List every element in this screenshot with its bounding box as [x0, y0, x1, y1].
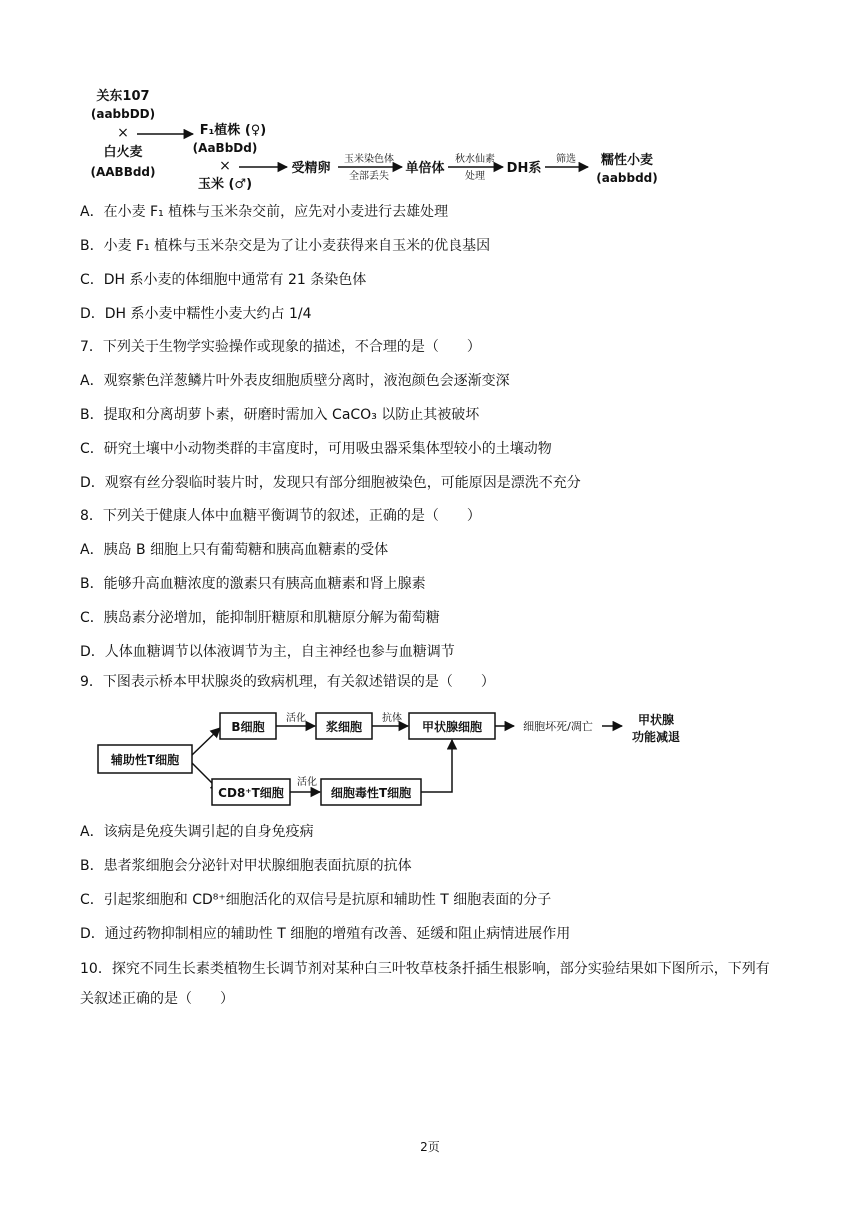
f1-name: F₁植株 (♀)	[199, 123, 267, 138]
q9-option-b: B．患者浆细胞会分泌针对甲状腺细胞表面抗原的抗体	[80, 858, 412, 874]
corn-label: 玉米 (♂)	[197, 177, 253, 192]
q8-option-d: D．人体血糖调节以体液调节为主，自主神经也参与血糖调节	[80, 644, 455, 660]
q8-option-c: C．胰岛素分泌增加，能抑制肝糖原和肌糖原分解为葡萄糖	[80, 610, 440, 626]
step1-bottom: 全部丢失	[349, 171, 389, 182]
cross-symbol-1: ×	[117, 125, 129, 141]
q8-option-b: B．能够升高血糖浓度的激素只有胰高血糖素和肾上腺素	[80, 576, 426, 592]
parent2-genotype: (AABBdd)	[90, 165, 156, 179]
step2-top: 秋水仙素	[455, 154, 495, 165]
cytotoxic-t-label: 细胞毒性T细胞	[330, 786, 412, 800]
q7-option-b: B．提取和分离胡萝卜素，研磨时需加入 CaCO₃ 以防止其被破坏	[80, 407, 480, 423]
result-genotype: (aabbdd)	[596, 171, 658, 185]
step1-top: 玉米染色体	[344, 154, 394, 165]
result-line-2: 功能减退	[631, 730, 681, 744]
arrow-to-b-cell	[192, 728, 220, 755]
cd8-label: CD8⁺T细胞	[218, 786, 284, 800]
plasma-cell-label: 浆细胞	[325, 720, 363, 734]
q7-option-a: A．观察紫色洋葱鳞片叶外表皮细胞质壁分离时，液泡颜色会逐渐变深	[80, 373, 510, 389]
damage-label: 细胞坏死/凋亡	[523, 720, 593, 733]
q8-option-a: A．胰岛 B 细胞上只有葡萄糖和胰高血糖素的受体	[80, 542, 389, 558]
zygote-label: 受精卵	[291, 161, 331, 176]
parent2-name: 白火麦	[103, 145, 143, 160]
result-name: 糯性小麦	[600, 153, 654, 168]
q8-stem: 8．下列关于健康人体中血糖平衡调节的叙述，正确的是（ ）	[80, 508, 481, 524]
dh-label: DH系	[506, 161, 542, 176]
activate-label-2: 活化	[297, 777, 317, 788]
activate-label-1: 活化	[286, 713, 306, 724]
q9-option-c: C．引起浆细胞和 CD⁸⁺细胞活化的双信号是抗原和辅助性 T 细胞表面的分子	[80, 892, 552, 908]
q7-stem: 7．下列关于生物学实验操作或现象的描述，不合理的是（ ）	[80, 339, 481, 355]
q6-option-a: A．在小麦 F₁ 植株与玉米杂交前，应先对小麦进行去雄处理	[80, 204, 449, 220]
q9-stem: 9．下图表示桥本甲状腺炎的致病机理，有关叙述错误的是（ ）	[80, 674, 495, 690]
page-number: 2页	[420, 1140, 440, 1154]
antibody-label: 抗体	[382, 713, 402, 724]
parent1-name: 关东107	[96, 89, 150, 104]
cross-symbol-2: ×	[219, 158, 231, 174]
step3-label: 筛选	[556, 154, 576, 165]
breeding-diagram	[85, 84, 685, 194]
thyroid-cell-label: 甲状腺细胞	[421, 720, 483, 734]
q6-option-c: C．DH 系小麦的体细胞中通常有 21 条染色体	[80, 272, 367, 288]
q7-option-c: C．研究土壤中小动物类群的丰富度时，可用吸虫器采集体型较小的土壤动物	[80, 441, 552, 457]
q7-option-d: D．观察有丝分裂临时装片时，发现只有部分细胞被染色，可能原因是漂洗不充分	[80, 475, 581, 491]
f1-genotype: (AaBbDd)	[192, 141, 258, 155]
haploid-label: 单倍体	[405, 161, 445, 176]
result-line-1: 甲状腺	[637, 713, 675, 727]
step2-bottom: 处理	[465, 171, 485, 182]
q6-option-b: B．小麦 F₁ 植株与玉米杂交是为了让小麦获得来自玉米的优良基因	[80, 238, 491, 254]
q9-option-d: D．通过药物抑制相应的辅助性 T 细胞的增殖有改善、延缓和阻止病情进展作用	[80, 926, 571, 942]
q10-stem: 10．探究不同生长素类植物生长调节剂对某种白三叶牧草枝条扦插生根影响，部分实验结果如下图所示，下列有关叙述正确的是（ ）	[80, 961, 770, 1007]
parent1-genotype: (aabbDD)	[90, 107, 156, 121]
immune-diagram	[90, 703, 710, 811]
b-cell-label: B细胞	[231, 720, 265, 734]
q9-option-a: A．该病是免疫失调引起的自身免疫病	[80, 824, 314, 840]
arrow-cytotoxic-to-thyroid	[421, 740, 452, 792]
q6-option-d: D．DH 系小麦中糯性小麦大约占 1/4	[80, 306, 312, 322]
helper-t-label: 辅助性T细胞	[110, 753, 180, 767]
